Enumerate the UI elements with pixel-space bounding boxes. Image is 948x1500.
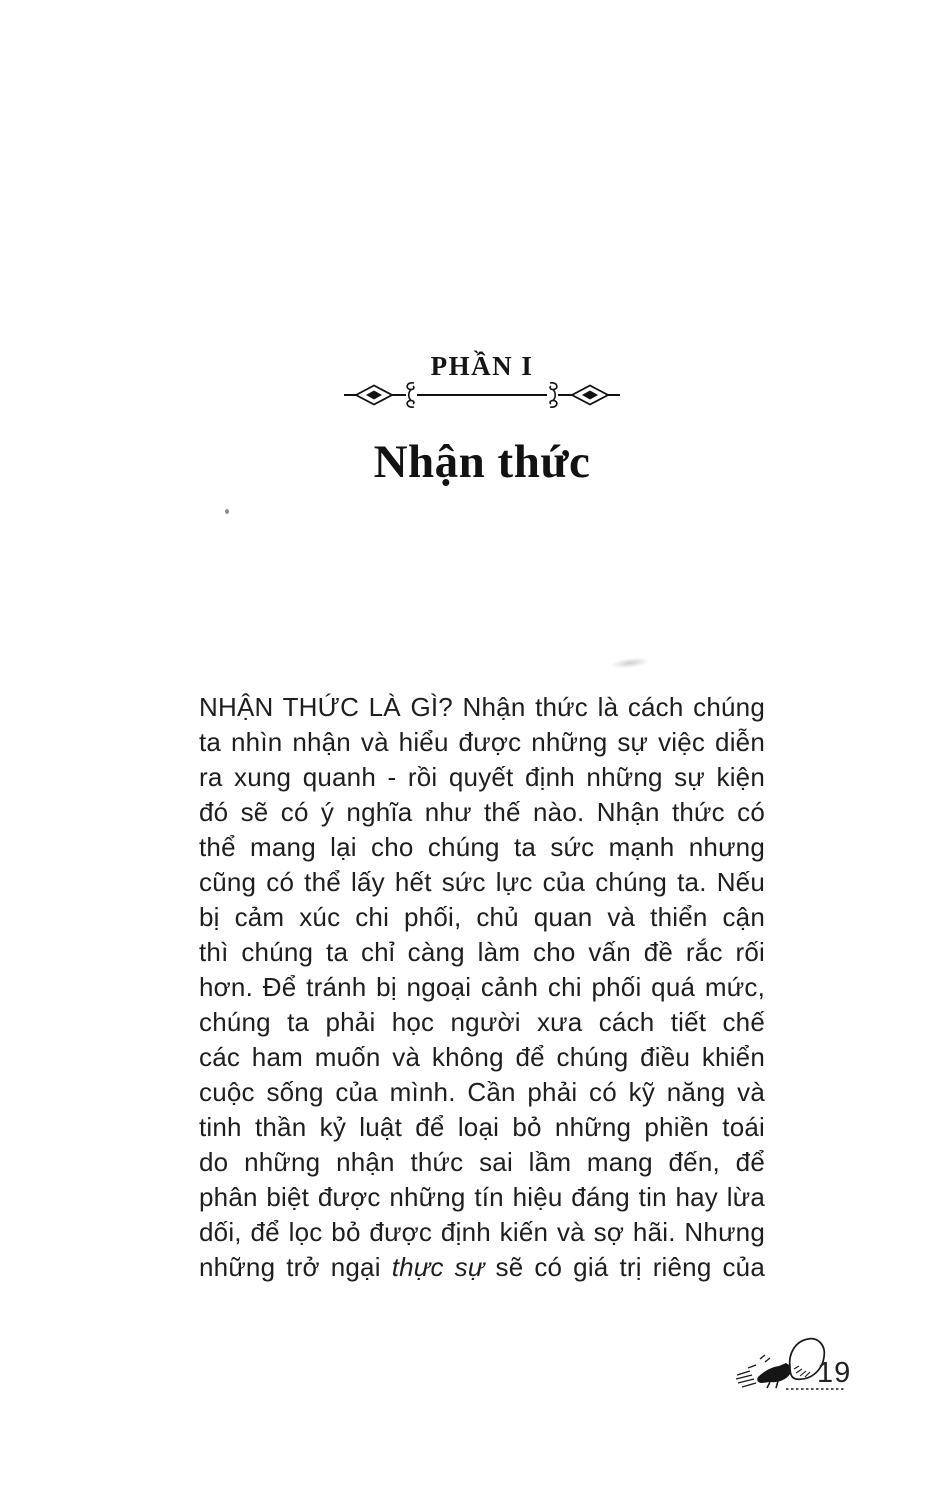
text-line: dối, để lọc bỏ được định kiến và sợ hãi. Nhưng bbox=[199, 1217, 765, 1247]
page-number: 19 bbox=[817, 1357, 852, 1389]
divider-ornament-icon bbox=[344, 380, 620, 410]
text-line: tinh thần kỷ luật để loại bỏ những phiền toái bbox=[199, 1112, 765, 1142]
text-line: cuộc sống của mình. Cần phải có kỹ năng và bbox=[199, 1077, 765, 1107]
text-segment: sẽ có giá trị riêng của bbox=[484, 1252, 766, 1282]
italic-text-segment: thực sự bbox=[391, 1252, 485, 1282]
text-line: do những nhận thức sai lầm mang đến, để bbox=[199, 1147, 765, 1177]
text-line: các ham muốn và không để chúng điều khiển bbox=[199, 1042, 765, 1072]
text-line-with-italic bbox=[199, 1250, 765, 1285]
text-line: NHẬN THỨC LÀ GÌ? Nhận thức là cách chúng bbox=[199, 692, 765, 722]
text-line: đó sẽ có ý nghĩa như thế nào. Nhận thức có bbox=[199, 797, 765, 827]
body-text bbox=[199, 690, 765, 1285]
page-content bbox=[199, 0, 765, 1500]
text-line: ta nhìn nhận và hiểu được những sự việc diễn bbox=[199, 727, 765, 757]
chapter-title: Nhận thức bbox=[373, 436, 591, 488]
text-line: cũng có thể lấy hết sức lực của chúng ta. Nếu bbox=[199, 867, 765, 897]
text-line: thể mang lại cho chúng ta sức mạnh nhưng bbox=[199, 832, 765, 862]
part-label: PHẦN I bbox=[430, 351, 534, 381]
text-line: ra xung quanh - rồi quyết định những sự kiện bbox=[199, 762, 765, 792]
text-line: thì chúng ta chỉ càng làm cho vấn đề rắc rối bbox=[199, 937, 765, 967]
text-line: chúng ta phải học người xưa cách tiết chế bbox=[199, 1007, 765, 1037]
text-line: bị cảm xúc chi phối, chủ quan và thiển cận bbox=[199, 902, 765, 932]
text-line: phân biệt được những tín hiệu đáng tin hay lừa bbox=[199, 1182, 765, 1212]
text-line: hơn. Để tránh bị ngoại cảnh chi phối quá mức, bbox=[199, 972, 765, 1002]
text-segment: những trở ngại bbox=[199, 1252, 392, 1282]
print-speck bbox=[225, 509, 229, 514]
